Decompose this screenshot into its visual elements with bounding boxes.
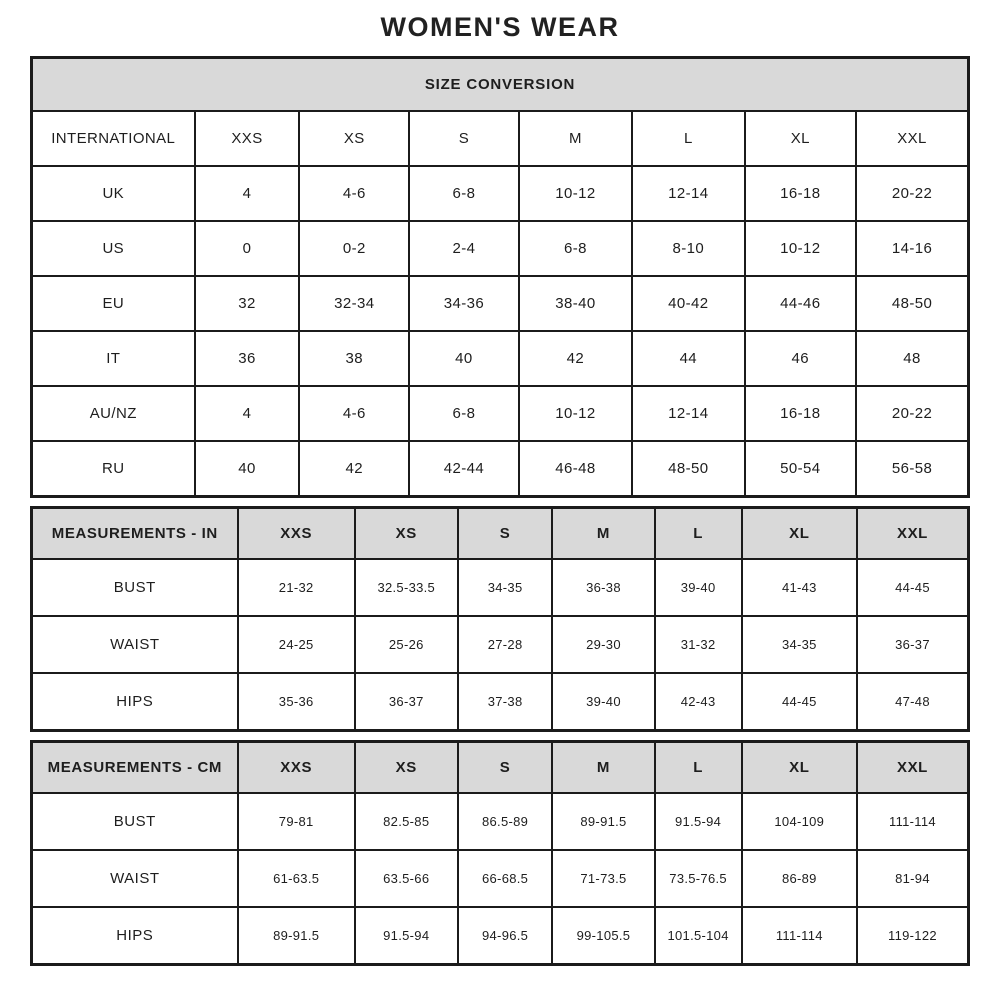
column-header-cell: M	[552, 742, 654, 794]
table-cell: 0-2	[299, 221, 409, 276]
table-cell: 48-50	[856, 276, 968, 331]
table-cell: 29-30	[552, 616, 654, 673]
row-label-cell: HIPS	[32, 673, 238, 731]
table-cell: 111-114	[857, 793, 969, 850]
table-cell: 73.5-76.5	[655, 850, 742, 907]
table-cell: 32-34	[299, 276, 409, 331]
table-cell: 38-40	[519, 276, 632, 331]
table-row	[32, 166, 969, 221]
table-cell: 56-58	[856, 441, 968, 497]
table-cell: 40	[195, 441, 300, 497]
table-cell: 82.5-85	[355, 793, 458, 850]
table-cell: 36-38	[552, 559, 654, 616]
table-cell: 16-18	[745, 166, 857, 221]
table-cell: 20-22	[856, 166, 968, 221]
row-label-cell: BUST	[32, 559, 238, 616]
table-cell: 38	[299, 331, 409, 386]
row-label-cell: IT	[32, 331, 195, 386]
table-cell: 91.5-94	[355, 907, 458, 965]
table-cell: 63.5-66	[355, 850, 458, 907]
table-cell: 39-40	[655, 559, 742, 616]
table-cell: 79-81	[238, 793, 355, 850]
table-cell: 44-45	[857, 559, 969, 616]
table-cell: 42-43	[655, 673, 742, 731]
measurements-cm-table	[30, 740, 970, 966]
row-label-cell: RU	[32, 441, 195, 497]
table-row	[32, 441, 969, 497]
table-cell: 10-12	[519, 386, 632, 441]
table-row	[32, 907, 969, 965]
size-conversion-banner: SIZE CONVERSION	[32, 58, 969, 112]
column-header-row	[32, 742, 969, 794]
measurements-in-header: MEASUREMENTS - IN	[32, 508, 238, 560]
size-conversion-table	[30, 56, 970, 498]
table-cell: 0	[195, 221, 300, 276]
column-header-cell: M	[552, 508, 654, 560]
table-cell: 89-91.5	[238, 907, 355, 965]
column-header-cell: INTERNATIONAL	[32, 111, 195, 166]
table-cell: 50-54	[745, 441, 857, 497]
column-header-cell: XXS	[238, 742, 355, 794]
table-cell: 34-36	[409, 276, 519, 331]
table-cell: 39-40	[552, 673, 654, 731]
table-cell: 36	[195, 331, 300, 386]
column-header-cell: XL	[742, 508, 857, 560]
table-cell: 4-6	[299, 386, 409, 441]
column-header-cell: XS	[355, 508, 458, 560]
table-cell: 20-22	[856, 386, 968, 441]
table-cell: 94-96.5	[458, 907, 553, 965]
table-cell: 34-35	[742, 616, 857, 673]
table-cell: 86.5-89	[458, 793, 553, 850]
column-header-cell: XXS	[195, 111, 300, 166]
table-row	[32, 616, 969, 673]
table-cell: 6-8	[409, 386, 519, 441]
table-cell: 27-28	[458, 616, 553, 673]
column-header-cell: XXS	[238, 508, 355, 560]
table-cell: 46-48	[519, 441, 632, 497]
table-cell: 42	[519, 331, 632, 386]
table-cell: 47-48	[857, 673, 969, 731]
table-cell: 40	[409, 331, 519, 386]
table-cell: 4-6	[299, 166, 409, 221]
table-cell: 99-105.5	[552, 907, 654, 965]
column-header-row	[32, 508, 969, 560]
table-cell: 48-50	[632, 441, 744, 497]
table-cell: 32.5-33.5	[355, 559, 458, 616]
table-cell: 44-46	[745, 276, 857, 331]
table-row	[32, 793, 969, 850]
table-cell: 86-89	[742, 850, 857, 907]
table-cell: 31-32	[655, 616, 742, 673]
column-header-cell: XXL	[856, 111, 968, 166]
table-cell: 81-94	[857, 850, 969, 907]
table-row	[32, 850, 969, 907]
column-header-cell: L	[655, 742, 742, 794]
table-cell: 66-68.5	[458, 850, 553, 907]
table-cell: 91.5-94	[655, 793, 742, 850]
row-label-cell: BUST	[32, 793, 238, 850]
column-header-cell: L	[655, 508, 742, 560]
row-label-cell: WAIST	[32, 616, 238, 673]
row-label-cell: US	[32, 221, 195, 276]
table-row	[32, 276, 969, 331]
table-cell: 10-12	[745, 221, 857, 276]
table-cell: 12-14	[632, 166, 744, 221]
column-header-cell: XXL	[857, 508, 969, 560]
table-cell: 89-91.5	[552, 793, 654, 850]
table-cell: 6-8	[519, 221, 632, 276]
table-cell: 41-43	[742, 559, 857, 616]
column-header-cell: XS	[299, 111, 409, 166]
table-row	[32, 386, 969, 441]
table-cell: 48	[856, 331, 968, 386]
measurements-cm-header: MEASUREMENTS - CM	[32, 742, 238, 794]
table-cell: 25-26	[355, 616, 458, 673]
table-cell: 8-10	[632, 221, 744, 276]
column-header-cell: XXL	[857, 742, 969, 794]
table-cell: 32	[195, 276, 300, 331]
table-cell: 46	[745, 331, 857, 386]
row-label-cell: EU	[32, 276, 195, 331]
column-header-cell: S	[409, 111, 519, 166]
table-row	[32, 559, 969, 616]
column-header-cell: XL	[742, 742, 857, 794]
table-cell: 40-42	[632, 276, 744, 331]
table-cell: 21-32	[238, 559, 355, 616]
table-cell: 10-12	[519, 166, 632, 221]
table-cell: 111-114	[742, 907, 857, 965]
row-label-cell: UK	[32, 166, 195, 221]
table-cell: 35-36	[238, 673, 355, 731]
table-cell: 24-25	[238, 616, 355, 673]
column-header-cell: XS	[355, 742, 458, 794]
table-cell: 16-18	[745, 386, 857, 441]
table-banner-row	[32, 58, 969, 112]
column-header-row	[32, 111, 969, 166]
table-cell: 61-63.5	[238, 850, 355, 907]
measurements-in-table	[30, 506, 970, 732]
table-cell: 71-73.5	[552, 850, 654, 907]
table-cell: 37-38	[458, 673, 553, 731]
table-cell: 44-45	[742, 673, 857, 731]
row-label-cell: HIPS	[32, 907, 238, 965]
table-cell: 12-14	[632, 386, 744, 441]
table-row	[32, 221, 969, 276]
table-cell: 34-35	[458, 559, 553, 616]
row-label-cell: WAIST	[32, 850, 238, 907]
row-label-cell: AU/NZ	[32, 386, 195, 441]
table-cell: 6-8	[409, 166, 519, 221]
table-cell: 36-37	[857, 616, 969, 673]
table-row	[32, 331, 969, 386]
column-header-cell: L	[632, 111, 744, 166]
table-cell: 119-122	[857, 907, 969, 965]
column-header-cell: S	[458, 508, 553, 560]
table-cell: 104-109	[742, 793, 857, 850]
table-cell: 14-16	[856, 221, 968, 276]
page-title: WOMEN'S WEAR	[380, 12, 620, 42]
column-header-cell: M	[519, 111, 632, 166]
table-cell: 42	[299, 441, 409, 497]
table-cell: 2-4	[409, 221, 519, 276]
column-header-cell: S	[458, 742, 553, 794]
column-header-cell: XL	[745, 111, 857, 166]
table-cell: 4	[195, 386, 300, 441]
table-row	[32, 673, 969, 731]
table-cell: 44	[632, 331, 744, 386]
table-cell: 4	[195, 166, 300, 221]
table-cell: 101.5-104	[655, 907, 742, 965]
table-cell: 36-37	[355, 673, 458, 731]
table-cell: 42-44	[409, 441, 519, 497]
